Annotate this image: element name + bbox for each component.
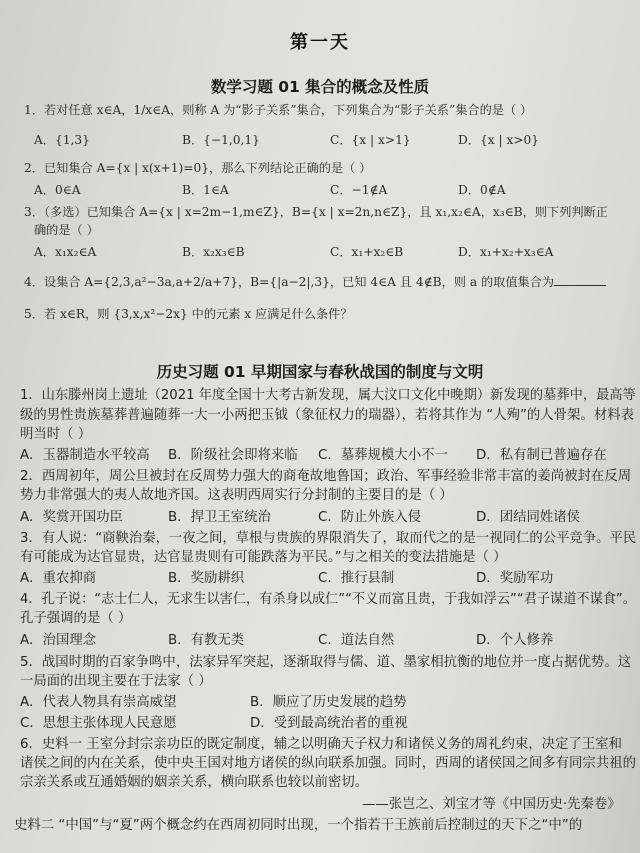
history-q5-option-b: B．顺应了历史发展的趋势 (250, 695, 407, 710)
answer-blank (554, 275, 606, 286)
history-q3-option-a: A．重农抑商 (20, 571, 97, 586)
history-q1-line2: 级的男性贵族墓葬普遍随葬一大一小两把玉钺（象征权力的瑞器），若将其作为 “人殉”的人骨架。材料表 (20, 408, 635, 423)
history-q4-line2: 孔子强调的是（ ） (20, 611, 132, 626)
history-q4-option-d: D．个人修养 (476, 633, 554, 648)
math-q1-option-b: B．{−1,0,1} (182, 133, 260, 147)
math-q2-stem: 2．已知集合 A={x | x(x+1)=0}，那么下列结论正确的是（ ） (24, 161, 372, 175)
history-q6-line2: 诸侯之间的内在关系，使中央王国对地方诸侯的纵向联系加强。同时，西周的诸侯国之间多有同宗共祖的 (20, 756, 636, 771)
math-q3-option-d: D．x₁+x₂+x₃∈A (458, 245, 554, 259)
math-q1-option-c: C．{x | x>1} (330, 133, 411, 147)
math-q3-stem-cont: 确的是（ ） (34, 223, 99, 237)
history-q4-option-a: A．治国理念 (20, 633, 97, 648)
math-q3-option-c: C．x₁+x₂∈B (330, 245, 404, 259)
history-q3-line2: 有可能成为达官显贵，达官显贵则有可能跌落为平民。”与之相关的变法措施是（ ） (20, 550, 507, 565)
history-q5-option-c: C．思想主张体现人民意愿 (20, 716, 177, 731)
history-q3-line1: 3．有人说：“商鞅治秦，一夜之间，草根与贵族的界限消失了，取而代之的是一视同仁的公平竞争。平民 (20, 531, 637, 546)
history-q2-option-c: C．防止外族入侵 (318, 510, 422, 525)
history-q3-option-c: C．推行县制 (318, 571, 395, 586)
history-q3-option-b: B．奖励耕织 (168, 571, 245, 586)
math-q4-stem: 4．设集合 A={2,3,a²−3a,a+2/a+7}，B={|a−2|,3}，已知 4∈A 且 4∉B，则 a 的取值集合为 (24, 275, 555, 289)
math-q1-stem: 1．若对任意 x∈A，1/x∈A，则称 A 为“影子关系”集合，下列集合为“影子关系”集合的是（ ） (24, 103, 533, 117)
history-q4-option-c: C．道法自然 (318, 633, 395, 648)
history-q6-source: ——张岂之、刘宝才等《中国历史·先秦卷》 (362, 797, 621, 812)
history-q6-line4: 史料二 “中国”与“夏”两个概念约在西周初同时出现，一个指若干王族前后控制过的天下之“中”的 (14, 818, 583, 833)
history-q4-line1: 4．孔子说：“志士仁人，无求生以害仁，有杀身以成仁”“不义而富且贵，于我如浮云”“君子谋道不谋食”。 (20, 592, 636, 607)
history-q5-line1: 5．战国时期的百家争鸣中，法家异军突起，逐渐取得与儒、道、墨家相抗衡的地位并一度占据优势。这 (20, 655, 632, 670)
math-q2-option-c: C．−1∉A (330, 183, 388, 197)
math-section-title: 数学习题 01 集合的概念及性质 (210, 78, 430, 96)
history-q1-line1: 1．山东滕州岗上遗址（2021 年度全国十大考古新发现，属大汶口文化中晚期）新发现的墓葬中，最高等 (20, 388, 636, 403)
history-q2-line1: 2．西周初年，周公旦被封在反周势力强大的商奄故地鲁国；政治、军事经验非常丰富的姜尚被封在反周 (20, 469, 632, 484)
math-q3-option-a: A．x₁x₂∈A (34, 245, 97, 259)
history-q5-line2: 一局面的出现主要在于法家（ ） (20, 674, 212, 689)
math-q1-option-d: D．{x | x>0} (458, 133, 540, 147)
math-q2-option-b: B．1∈A (182, 183, 229, 197)
history-q1-line3: 明当时（ ） (20, 427, 92, 442)
history-q2-option-a: A．奖赏开国功臣 (20, 510, 123, 525)
history-q6-line1: 6．史料一 王室分封宗亲功臣的既定制度，辅之以明确天子权力和诸侯义务的周礼约束，决定了王室和 (20, 737, 622, 752)
history-q2-line2: 势力非常强大的夷人故地齐国。这表明西周实行分封制的主要目的是（ ） (20, 488, 453, 503)
history-q2-option-b: B．捍卫王室统治 (168, 510, 271, 525)
history-q5-option-a: A．代表人物具有崇高威望 (20, 695, 177, 710)
history-section-title: 历史习题 01 早期国家与春秋战国的制度与文明 (156, 363, 484, 381)
page-title: 第一天 (290, 32, 350, 53)
math-q2-option-d: D．0∉A (458, 183, 506, 197)
history-q4-option-b: B．有教无类 (168, 633, 245, 648)
history-q1-option-c: C．墓葬规模大小不一 (318, 448, 448, 463)
history-q1-option-d: D．私有制已普遍存在 (476, 448, 607, 463)
history-q5-option-d: D．受到最高统治者的重视 (250, 716, 408, 731)
history-q1-option-b: B．阶级社会即将来临 (168, 448, 298, 463)
math-q5-stem: 5．若 x∈R，则 {3,x,x²−2x} 中的元素 x 应满足什么条件？ (24, 307, 353, 321)
math-q2-option-a: A．0∈A (34, 183, 81, 197)
history-q3-option-d: D．奖励军功 (476, 571, 554, 586)
math-q4-stem-row (24, 274, 606, 290)
math-q1-option-a: A．{1,3} (34, 133, 90, 147)
math-q3-stem: 3．（多选）已知集合 A={x | x=2m−1,m∈Z}，B={x | x=2n,n∈Z}，且 x₁,x₂∈A，x₃∈B，则下列判断正 (24, 205, 608, 219)
math-q3-option-b: B．x₂x₃∈B (182, 245, 245, 259)
history-q1-option-a: A．玉器制造水平较高 (20, 448, 150, 463)
history-q6-line3: 宗亲关系或互通婚姻的姻亲关系，横向联系也较以前密切。 (20, 775, 369, 790)
history-q2-option-d: D．团结同姓诸侯 (476, 510, 581, 525)
